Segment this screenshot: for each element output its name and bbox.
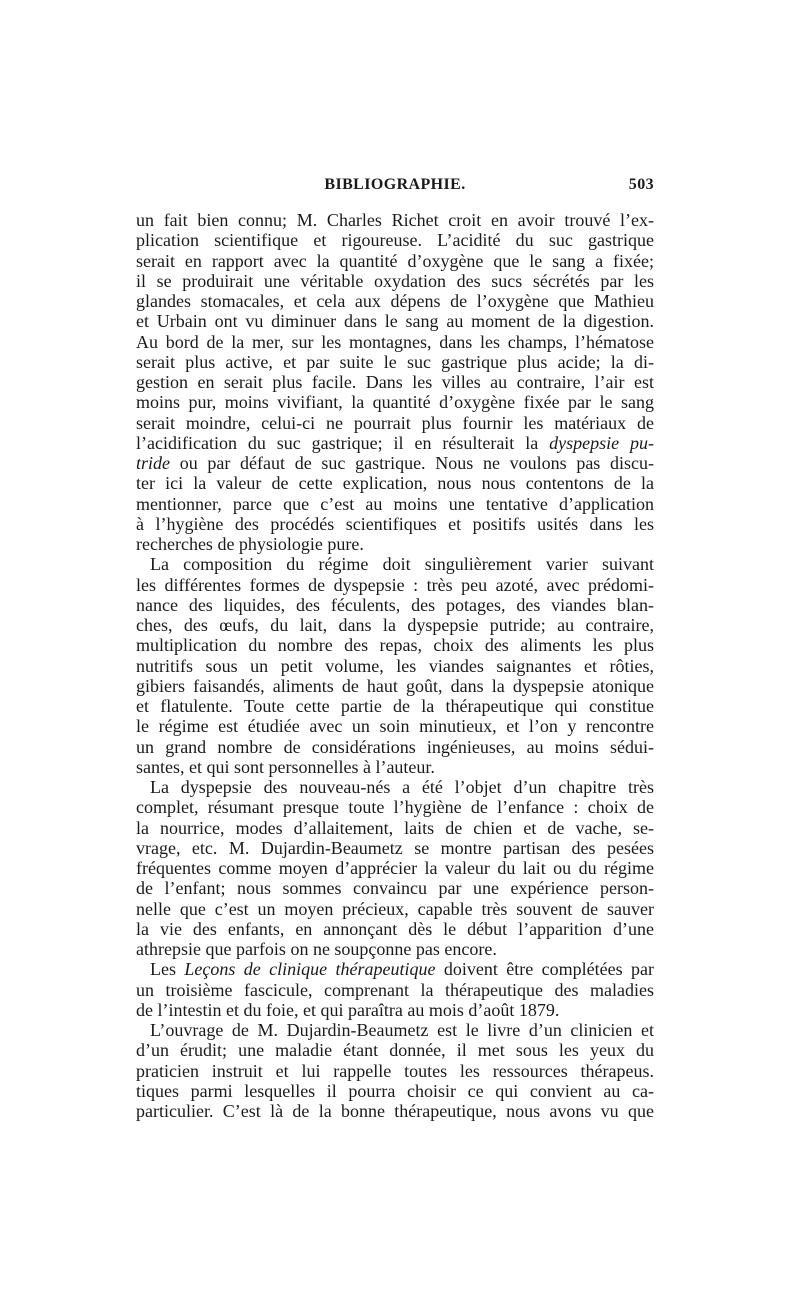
text-line: fréquentes comme moyen d’apprécier la valeur du lait ou du régime [136,858,654,878]
text-line: de l’enfant; nous sommes convaincu par une expérience person- [136,878,654,899]
text-line: santes, et qui sont personnelles à l’auteur. [136,756,435,777]
text-line: plication scientifique et rigoureuse. L’acidité du suc gastrique [136,230,654,251]
text-line: particulier. C’est là de la bonne thérapeutique, nous avons vu que [136,1101,654,1121]
text-line: tiques parmi lesquelles il pourra choisir ce qui convient au ca- [136,1080,654,1101]
text-line: un troisième fascicule, comprenant la thérapeutique des maladies [136,979,654,1000]
text-line: d’un érudit; une maladie étant donnée, il met sous les yeux du [136,1040,654,1061]
text-line: L’ouvrage de M. Dujardin-Beaumetz est le livre d’un clinicien et [150,1020,654,1040]
text-line: la nourrice, modes d’allaitement, laits de chien et de vache, se- [136,817,654,838]
text-line: serait plus active, et par suite le suc gastrique plus acide; la di- [136,351,654,372]
text-line: Les Leçons de clinique thérapeutique doivent être complétées par [150,959,654,980]
text-line: gibiers faisandés, aliments de haut goût, dans la dyspepsie atonique [136,675,654,696]
text-line: ter ici la valeur de cette explication, nous nous contentons de la [136,473,654,494]
text-line: moins pur, moins vivifiant, la quantité d’oxygène fixée par le sang [136,392,654,413]
text-line: ches, des œufs, du lait, dans la dyspepsie putride; au contraire, [136,615,654,635]
text-line: La composition du régime doit singulièrement varier suivant [150,554,654,575]
text-line: l’acidification du suc gastrique; il en résulterait la dyspepsie pu- [136,432,654,453]
text-line: un fait bien connu; M. Charles Richet croit en avoir trouvé l’ex- [136,210,654,230]
running-header [136,176,654,200]
text-line: et Urbain ont vu diminuer dans le sang au moment de la digestion. [136,311,654,332]
text-line: serait moindre, celui-ci ne pourrait plus fournir les matériaux de [136,412,654,433]
page-number: 503 [628,176,654,193]
text-line: tride ou par défaut de suc gastrique. Nous ne voulons pas discu- [136,453,654,473]
text-line: à l’hygiène des procédés scientifiques et positifs usités dans les [136,513,654,534]
text-line: il se produirait une véritable oxydation des sucs sécrétés par les [136,270,654,291]
text-line: nance des liquides, des féculents, des potages, des viandes blan- [136,594,654,615]
text-line: glandes stomacales, et cela aux dépens de l’oxygène que Mathieu [136,291,654,311]
text-line: praticien instruit et lui rappelle toutes les ressources thérapeus. [136,1060,654,1081]
text-line: complet, résumant presque toute l’hygiène de l’enfance : choix de [136,797,654,818]
text-line: nelle que c’est un moyen précieux, capable très souvent de sauver [136,898,654,919]
text-line: multiplication du nombre des repas, choix des aliments les plus [136,635,654,656]
text-line: athrepsie que parfois on ne soupçonne pas encore. [136,939,497,959]
text-line: gestion en serait plus facile. Dans les villes au contraire, l’air est [136,372,654,392]
text-line: Au bord de la mer, sur les montagnes, dans les champs, l’hématose [136,331,654,352]
text-line: de l’intestin et du foie, et qui paraîtra au mois d’août 1879. [136,999,560,1020]
running-title: BIBLIOGRAPHIE. [324,176,466,193]
text-line: recherches de physiologie pure. [136,534,364,554]
text-line: La dyspepsie des nouveau-nés a été l’objet d’un chapitre très [150,777,654,797]
body-text [136,210,654,1121]
text-line: le régime est étudiée avec un soin minutieux, et l’on y rencontre [136,716,654,737]
text-line: serait en rapport avec la quantité d’oxygène que le sang a fixée; [136,250,654,271]
text-line: et flatulente. Toute cette partie de la thérapeutique qui constitue [136,696,654,716]
text-line: les différentes formes de dyspepsie : très peu azoté, avec prédomi- [136,574,654,595]
text-line: un grand nombre de considérations ingénieuses, au moins sédui- [136,736,654,757]
text-line: nutritifs sous un petit volume, les viandes saignantes et rôties, [136,655,654,676]
text-line: mentionner, parce que c’est au moins une tentative d’application [136,493,654,514]
text-line: la vie des enfants, en annonçant dès le début l’apparition d’une [136,918,654,939]
text-line: vrage, etc. M. Dujardin-Beaumetz se montre partisan des pesées [136,837,654,858]
